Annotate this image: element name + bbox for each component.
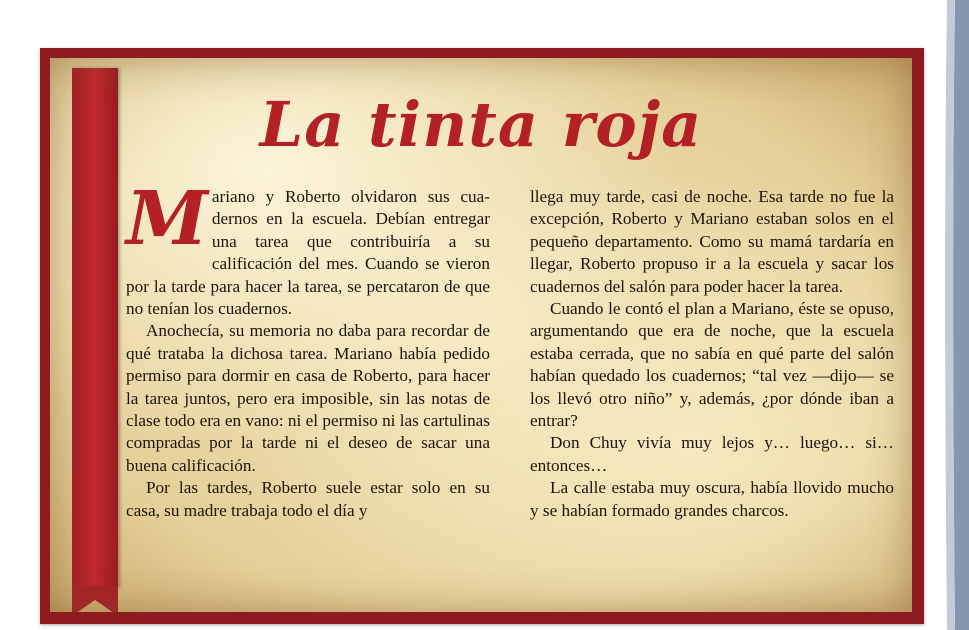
drop-cap: M — [126, 176, 208, 262]
paragraph: llega muy tarde, casi de noche. Esa tarde no fue la excepción, Roberto y Mariano estaban solos en el pequeño departamento. Como su mamá tardaría en llegar, Roberto propuso ir a la escuela y sacar los cuadernos del salón para poder hacer la tarea. — [530, 187, 894, 296]
text-column-right — [530, 186, 894, 522]
page-edge-decoration — [929, 0, 969, 630]
paragraph: Cuando le contó el plan a Mariano, éste se opuso, argumentando que era de noche, que la escuela estaba cerrada, que no sabía en qué parte del salón habían quedado los cuadernos; “tal vez —dijo— se los llevó otro niño” y, además, ¿por dónde iban a entrar? — [530, 299, 894, 431]
parchment-background — [50, 58, 912, 612]
page-title: La tinta roja — [259, 88, 703, 161]
paragraph: Anochecía, su memoria no daba para recordar de qué trataba la dichosa tarea. Mariano había pedido permiso para dormir en casa de Roberto, para hacer la tarea juntos, pero era imposible, sin las notas de clase todo era en vano: ni el permiso ni las cartulinas compradas por la tarde ni el deseo de sacar una buena calificación. — [126, 321, 490, 475]
paragraph: Don Chuy vivía muy lejos y… luego… si… entonces… — [530, 433, 894, 475]
paragraph-text: ariano y Roberto olvidaron sus cuadernos en la escuela. Debían entregar una tarea que contribuiría a su calificación del mes. Cuando se vieron por la tarde para hacer la tarea, se percataron de que no tenían los cuadernos. — [126, 187, 490, 319]
paragraph: Por las tardes, Roberto suele estar solo en su casa, su madre trabaja todo el día y — [126, 478, 490, 520]
ribbon-tail — [72, 586, 118, 612]
paragraph: La calle estaba muy oscura, había llovido mucho y se habían formado grandes charcos. — [530, 478, 894, 520]
paragraph — [126, 176, 490, 320]
text-column-left — [126, 176, 490, 522]
story-frame — [40, 48, 924, 624]
